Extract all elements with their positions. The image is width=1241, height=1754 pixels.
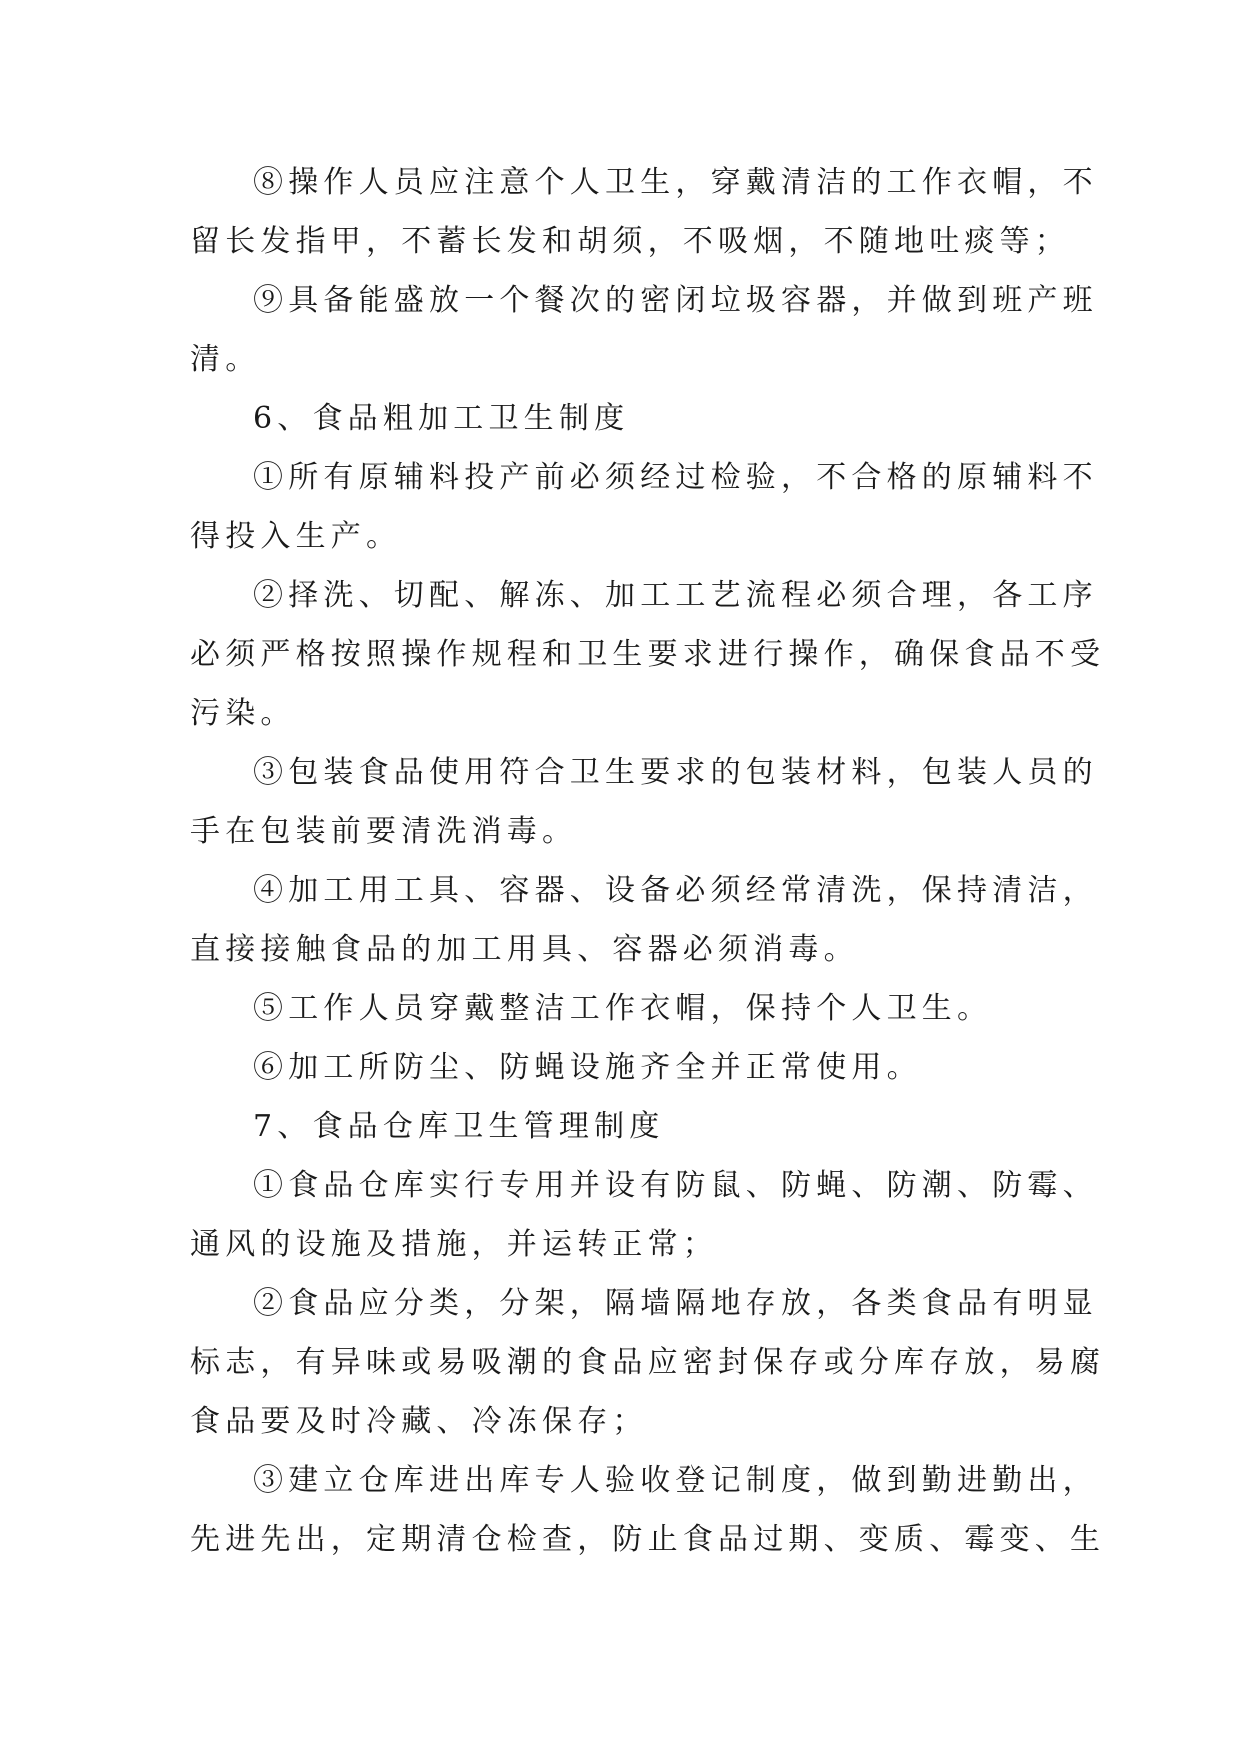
paragraph-line: ①所有原辅料投产前必须经过检验，不合格的原辅料不 <box>253 460 1098 495</box>
paragraph-line: ⑨具备能盛放一个餐次的密闭垃圾容器，并做到班产班 <box>253 283 1098 318</box>
paragraph-line: 食品要及时冷藏、冷冻保存； <box>190 1404 648 1439</box>
paragraph-line: 必须严格按照操作规程和卫生要求进行操作，确保食品不受 <box>190 637 1106 672</box>
paragraph-line: 通风的设施及措施，并运转正常； <box>190 1227 718 1262</box>
paragraph-line: 手在包装前要清洗消毒。 <box>190 814 578 849</box>
paragraph-line: ①食品仓库实行专用并设有防鼠、防蝇、防潮、防霉、 <box>253 1168 1098 1203</box>
paragraph-line: 污染。 <box>190 696 296 731</box>
paragraph-line: ⑧操作人员应注意个人卫生，穿戴清洁的工作衣帽，不 <box>253 165 1098 200</box>
paragraph-line: ④加工用工具、容器、设备必须经常清洗，保持清洁， <box>253 873 1098 908</box>
paragraph-line: ③包装食品使用符合卫生要求的包装材料，包装人员的 <box>253 755 1098 790</box>
paragraph-line: 标志，有异味或易吸潮的食品应密封保存或分库存放，易腐 <box>190 1345 1106 1380</box>
paragraph-line: ②择洗、切配、解冻、加工工艺流程必须合理，各工序 <box>253 578 1098 613</box>
paragraph-line: ③建立仓库进出库专人验收登记制度，做到勤进勤出， <box>253 1463 1098 1498</box>
paragraph-line: 直接接触食品的加工用具、容器必须消毒。 <box>190 932 859 967</box>
paragraph-line: 清。 <box>190 342 261 377</box>
paragraph-line: ②食品应分类，分架，隔墙隔地存放，各类食品有明显 <box>253 1286 1098 1321</box>
paragraph-line: ⑥加工所防尘、防蝇设施齐全并正常使用。 <box>253 1050 922 1085</box>
paragraph-line: 先进先出，定期清仓检查，防止食品过期、变质、霉变、生 <box>190 1522 1106 1557</box>
section-heading: 7、食品仓库卫生管理制度 <box>253 1109 665 1144</box>
section-heading: 6、食品粗加工卫生制度 <box>253 401 630 436</box>
paragraph-line: 留长发指甲，不蓄长发和胡须，不吸烟，不随地吐痰等； <box>190 224 1070 259</box>
paragraph-line: 得投入生产。 <box>190 519 402 554</box>
paragraph-line: ⑤工作人员穿戴整洁工作衣帽，保持个人卫生。 <box>253 991 993 1026</box>
